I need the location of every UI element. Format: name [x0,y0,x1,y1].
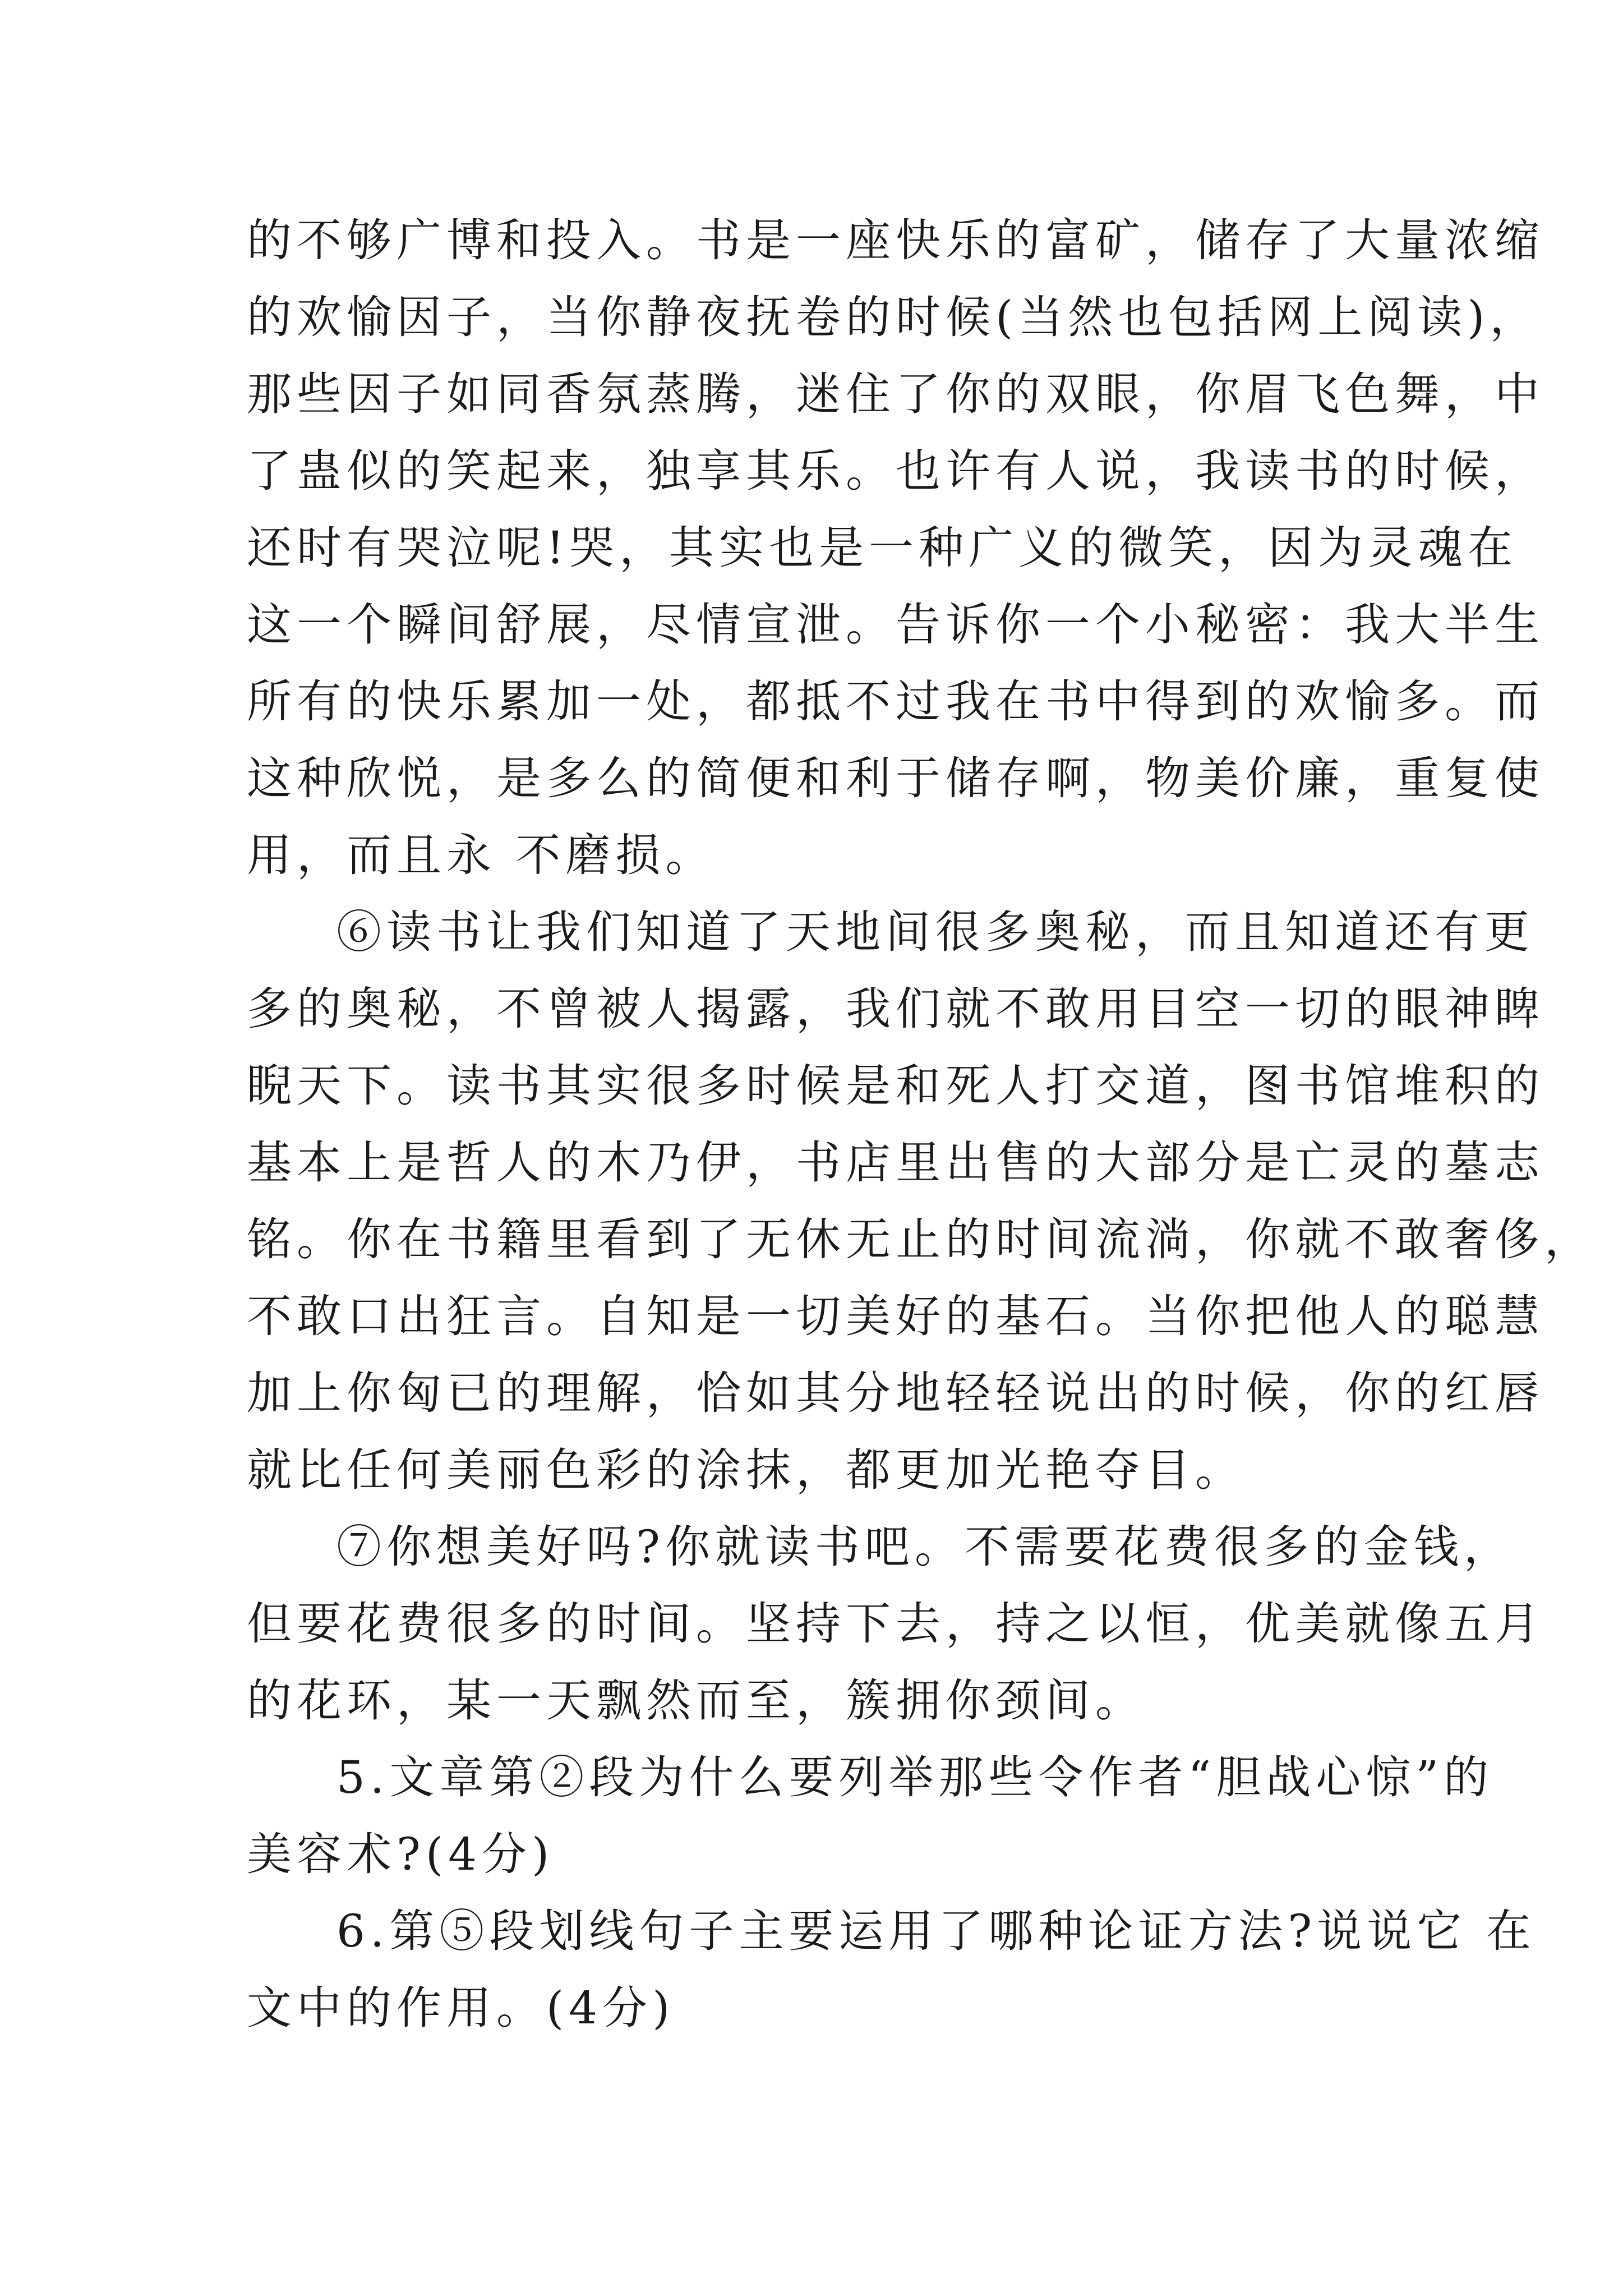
paragraph-7-start: ⑦你想美好吗?你就读书吧。不需要花费很多的金钱， [336,1521,1514,1573]
text-line: 这一个瞬间舒展，尽情宣泄。告诉你一个小秘密：我大半生 [247,599,1544,651]
text-line: 了蛊似的笑起来，独享其乐。也许有人说，我读书的时候， [247,445,1544,497]
text-line: 这种欣悦，是多么的简便和利于储存啊，物美价廉，重复使 [247,752,1544,804]
text-line: 不敢口出狂言。自知是一切美好的基石。当你把他人的聪慧 [247,1290,1544,1342]
text-line: 多的奥秘，不曾被人揭露，我们就不敢用目空一切的眼神睥 [247,983,1544,1035]
text-line: 的花环，某一天飘然而至，簇拥你颈间。 [247,1674,1145,1727]
text-line: 睨天下。读书其实很多时候是和死人打交道，图书馆堆积的 [247,1060,1544,1112]
question-5: 5.文章第②段为什么要列举那些令作者“胆战心惊”的 [336,1751,1494,1803]
text-line: 的不够广博和投入。书是一座快乐的富矿，储存了大量浓缩 [247,214,1544,266]
text-line: 但要花费很多的时间。坚持下去，持之以恒，优美就像五月 [247,1598,1544,1650]
text-line: 铭。你在书籍里看到了无休无止的时间流淌，你就不敢奢侈， [247,1213,1594,1266]
text-line: 那些因子如同香氛蒸腾，迷住了你的双眼，你眉飞色舞，中 [247,368,1544,420]
text-line: 的欢愉因子，当你静夜抚卷的时候(当然也包括网上阅读)， [247,291,1540,343]
text-line: 还时有哭泣呢!哭，其实也是一种广义的微笑，因为灵魂在 [247,522,1518,574]
text-line: 所有的快乐累加一处，都抵不过我在书中得到的欢愉多。而 [247,675,1544,728]
paragraph-6-start: ⑥读书让我们知道了天地间很多奥秘，而且知道还有更 [336,906,1534,958]
text-line: 用，而且永 不磨损。 [247,829,716,881]
text-line: 基本上是哲人的木乃伊，书店里出售的大部分是亡灵的墓志 [247,1137,1544,1189]
text-line: 加上你匈已的理解，恰如其分地轻轻说出的时候，你的红唇 [247,1367,1544,1419]
text-line: 就比任何美丽色彩的涂抹，都更加光艳夺目。 [247,1444,1245,1496]
text-line: 文中的作用。(4分) [247,1982,675,2034]
text-line: 美容术?(4分) [247,1828,555,1880]
document-body [247,202,1594,2046]
question-6: 6.第⑤段划线句子主要运用了哪种论证方法?说说它 在 [336,1905,1536,1957]
